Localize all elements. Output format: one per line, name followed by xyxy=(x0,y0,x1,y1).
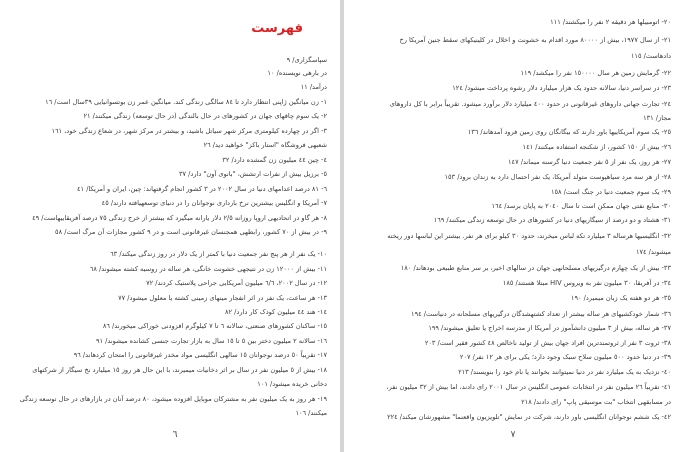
toc-entry: ٢٨- از هر سه مرد سیاهپوست متولد آمریکا، یک نفر احتمال دارد به زندان برود/ ١٥٣ xyxy=(444,173,671,181)
toc-entry: ٤- چین ٤٤ میلیون زن گمشده دارد/ ٣٢ xyxy=(222,156,327,164)
toc-entry: ٣- اگر در چهارده کیلومتری مرکز شهر سیاتل باشید، و بیشتر در مرکز شهر، در شعاع زندگی خود، ١٦١ xyxy=(51,127,327,135)
toc-entry: ٢٣- در سراسر دنیا، سالانه حدود یک هزار میلیارد دلار رشوه پرداخت میشود/ ١٢٤ xyxy=(452,84,671,92)
toc-entry: ٣٥- هر دو هفته یک زبان میمیرد/ ١٩٠ xyxy=(570,294,671,302)
toc-entry: ٢٧- هر روز، یک نفر از ٥ نفر جمعیت دنیا گرسنه میماند/ ١٤٧ xyxy=(508,158,671,166)
toc-entry: ٢١- از سال ١٩٧٧، بیش از ٨٠٠٠٠ مورد اقدام به خشونت و اخلال در کلینیکهای سقط جنین آمریکا رخ xyxy=(399,36,671,44)
toc-entry: ٤٢- یک ششم نوجوانان انگلیسی باور دارند، شرکت در نمایش "تلویزیون واقعنما" مشهورشان میکند/ ٢٢٤ xyxy=(387,413,671,421)
toc-entry: ٤٠- نزدیک به یک میلیارد نفر در دنیا نمیتوانند بخوانند یا نام خود را بنویسند/ ٢١٣ xyxy=(458,368,671,376)
toc-page-right xyxy=(344,0,684,452)
toc-entry-continued: شعبهی فروشگاه "استار باکز" خواهید دید/ ٢٦ xyxy=(203,141,327,149)
toc-entry: ١٩- هر روز به یک میلیون نفر به مشترکان موبایل افزوده میشود، ٨٠ درصد آنان در بازارهای در حال توسعه زندگی xyxy=(19,395,327,403)
toc-entry-continued: مجاز/ ١٣١ xyxy=(643,114,671,122)
toc-entry: ٢٠- اتومبیلها هر دقیقه ٢ نفر را میکشند/ ١١١ xyxy=(550,18,671,26)
toc-entry: ١٣- هر ساعت، یک نفر در اثر انفجار مینهای زمینی کشته یا معلول میشود/ ٧٧ xyxy=(118,294,327,302)
toc-entry: ٢٥- یک سوم آمریکاییها باور دارند که بیگانگان روی زمین فرود آمدهاند/ ١٣٦ xyxy=(467,128,671,136)
toc-entry: ٢٢- گرمایش زمین هر سال ١٥٠٠٠٠ نفر را میکشد/ ١١٩ xyxy=(520,69,671,77)
toc-entry: ٣٠- منابع نفتی جهان ممکن است تا سال ٢٠٤٠ به پایان برسد/ ١٦٤ xyxy=(491,202,671,210)
toc-entry: ٦- ٨١ درصد اعدامهای دنیا در سال ٢٠٠٢ در ٣ کشور انجام گرفتهاند: چین، ایران و آمریکا/ ٤١ xyxy=(77,185,327,193)
toc-entry: ١٥- ساکنان کشورهای صنعتی، سالانه ٦ تا ٧ کیلوگرم افزودنی خوراکی میخورند/ ٨٦ xyxy=(102,322,327,330)
toc-entry: ١١- بیش از ١٢٠٠٠ زن در نتیجهی خشونت خانگی، هر ساله در روسیه کشته میشوند/ ٦٨ xyxy=(89,265,327,273)
toc-entry: ٣٨- ثروت ٣ نفر از ثروتمندترین افراد جهان بیش از تولید ناخالص ٤٨ کشور فقیر است/ ٢٠٣ xyxy=(424,339,671,347)
toc-entry: ٣٦- شمار خودکشیهای هر ساله بیشتر از تعداد کشتهشدگان درگیریهای مسلحانه در دنیاست/ ١٩٤ xyxy=(411,310,671,318)
toc-entry: درآمد/ ١١ xyxy=(300,83,327,91)
toc-entry: سپاسگزاری/ ٩ xyxy=(286,56,327,64)
toc-page-left xyxy=(0,0,340,452)
toc-entry-continued: میکنند/ ١٠٦ xyxy=(295,409,327,417)
toc-entry: ٣٤- در آفریقا، ٣٠ میلیون نفر به ویروس HIV مبتلا هستند/ ١٨٥ xyxy=(502,279,671,287)
toc-entry: ٣١- هشتاد و دو درصد از سیگاریهای دنیا در کشورهای در حال توسعه زندگی میکنند/ ١٦٩ xyxy=(433,216,671,224)
toc-entry-continued: میشوند/ ١٧٤ xyxy=(635,248,671,256)
toc-entry: ٣٢- انگلیسیها هرساله ٣ میلیارد تکه لباس میخرند، حدود ٣٠ کیلو برای هر نفر. بیشتر این لباسها دور ریخته xyxy=(387,232,671,240)
toc-entry: ٣٩- در دنیا حدود ٥٠٠ میلیون سلاح سبک وجود دارد؛ یکی برای هر ١٢ نفر/ ٢٠٧ xyxy=(459,353,671,361)
toc-entry: ٣٣- بیش از یک چهارم درگیریهای مسلحانهی جهان در سالهای اخیر، بر سر منابع طبیعی بودهاند/ ١٨٠ xyxy=(400,264,671,272)
toc-entry: ٩- در بیش از ٧٠ کشور، رابطهی همجنسان غیرقانونی است و در ٩ کشور مجازات آن مرگ است/ ٥٨ xyxy=(55,228,327,236)
toc-entry: ١٧- تقریباً ٥٠ درصد نوجوانان ١٥ سالهی انگلیسی مواد مخدر غیرقانونی را امتحان کردهاند/ ٩٦ xyxy=(73,351,327,359)
toc-entry: ٤١- تقریباً ٢٦ میلیون نفر در انتخابات عمومی انگلیس در سال ٢٠٠١ رای دادند، اما بیش از ٣٢ میلیون نفر، xyxy=(386,383,671,391)
toc-entry: در بارهی نویسنده/ ١٠ xyxy=(267,69,327,77)
toc-entry: ٢٤- تجارت جهانی داروهای غیرقانونی در حدود ٤٠٠ میلیارد دلار برآورد میشود. تقریباً برابر با کل داروهای xyxy=(389,100,671,108)
toc-entry: ١- زن میانگین ژاپنی انتظار دارد تا ٨٤ سالگی زندگی کند. میانگین عمر زن بوتسوانیایی ٣٩سال است/ ١٦ xyxy=(45,98,327,106)
toc-entry-continued: دخانی خریده میشود/ ١٠١ xyxy=(257,380,327,388)
toc-entry: ٧- آمریکا و انگلیس بیشترین نرخ بارداری نوجوانان را در دنیای توسعهیافته دارند/ ٤٥ xyxy=(101,199,327,207)
toc-entry: ١٦- سالانه ٢ میلیون دختر بین ٥ تا ١٥ سال به بازار تجارت جنسی کشانده میشوند/ ٩١ xyxy=(95,337,327,345)
toc-entry: ٢- یک سوم چاقهای جهان در کشورهای در حال بالندگی (در حال توسعه) زندگی میکنند/ ٢١ xyxy=(83,112,327,120)
toc-entry: ١٤- هند ٤٤ میلیون کودک کار دارد/ ٨٢ xyxy=(224,308,327,316)
toc-title: فهرست xyxy=(251,21,303,36)
toc-entry-continued: دادهاست/ ١١٥ xyxy=(630,52,671,60)
page-number: ٧ xyxy=(510,430,516,440)
toc-entry: ٢٩- یک سوم جمعیت دنیا در جنگ است/ ١٥٨ xyxy=(550,188,671,196)
toc-entry: ٣٧- هر ساله، بیش از ٣ میلیون دانشآموز در آمریکا از مدرسه اخراج یا تعلیق میشوند/ ١٩٩ xyxy=(428,324,671,332)
toc-entry: ١٢- در سال ٢٠٠٢، ٦/٦ میلیون آمریکایی جراحی پلاستیک کردند/ ٧٢ xyxy=(146,279,327,287)
toc-entry: ١٨- بیش از ٥ میلیون نفر در سال بر اثر دخانیات میمیرند، با این حال هر روز ١٥ میلیارد نخ سیگار از شرکتهای xyxy=(32,366,327,374)
page-number: ٦ xyxy=(172,430,178,440)
toc-entry: ٨- هر گاو در اتحادیهی اروپا روزانه ٢/٥ دلار یارانه میگیرد که بیشتر از خرج زندگی ٧٥ درصد آفریقاییهاست/ ٤٩ xyxy=(32,214,327,222)
toc-entry-continued: در مسابقهی انتخاب "بت موسیقی پاپ" رای دادند/ ٢١٨ xyxy=(521,398,671,406)
toc-entry: ١٠- یک نفر از هر پنج نفر جمعیت دنیا با کمتر از یک دلار در روز زندگی میکند/ ٦٣ xyxy=(110,250,327,258)
toc-entry: ٥- برزیل بیش از نفرات ارتشش، "بانوی آون" دارد/ ٣٧ xyxy=(178,170,327,178)
toc-entry: ٢٦- بیش از ١٥٠ کشور، از شکنجه استفاده میکنند/ ١٤١ xyxy=(522,143,671,151)
